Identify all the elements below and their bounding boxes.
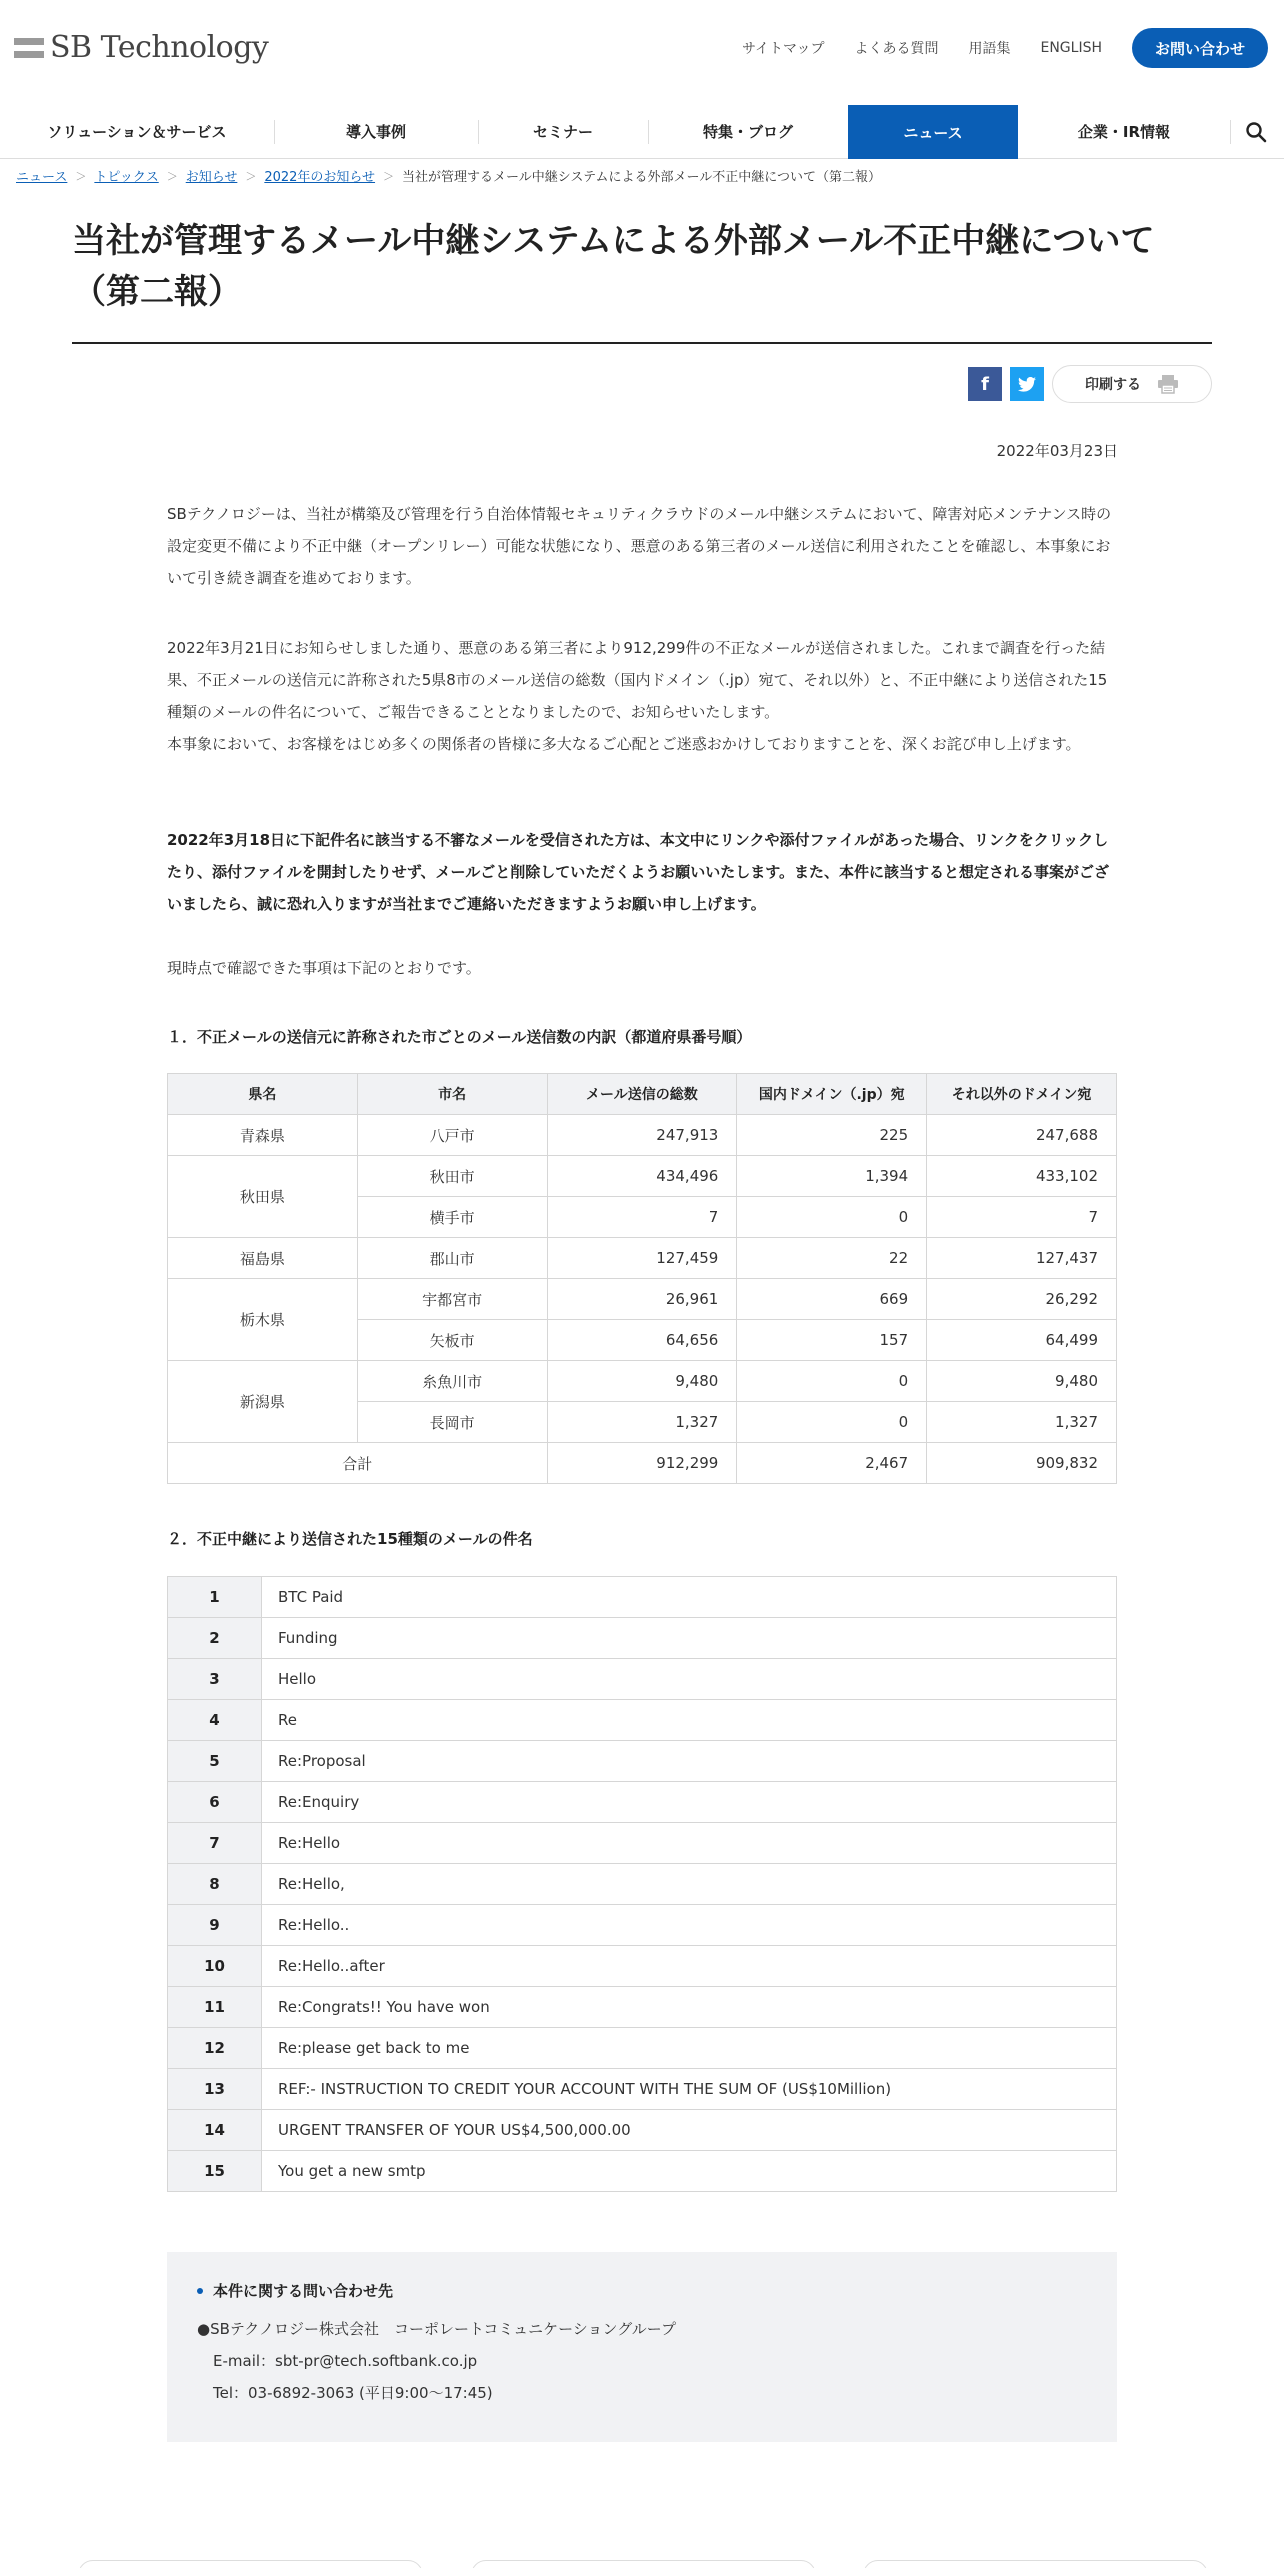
paragraph-report-b: 本事象において、お客様をはじめ多くの関係者の皆様に多大なるご心配とご迷惑おかけしておりますことを、深くお詫び申し上げます。 [167,735,1081,753]
facebook-share-button[interactable] [968,367,1002,401]
print-button[interactable] [1052,365,1212,403]
subject-text: Re:Enquiry [262,1782,1117,1823]
table-row [168,1782,1117,1823]
cell-total: 7 [547,1197,737,1238]
table-row [168,1659,1117,1700]
subject-number: 11 [168,1987,262,2028]
col-city: 市名 [357,1074,547,1115]
cell-jp: 1,394 [737,1156,927,1197]
inquiry-company: ●SBテクノロジー株式会社 コーポレートコミュニケーショングループ [197,2320,677,2338]
cell-city: 横手市 [357,1197,547,1238]
cell-other: 127,437 [927,1238,1117,1279]
subject-number: 3 [168,1659,262,1700]
subject-number: 13 [168,2069,262,2110]
subject-text: Re:Hello..after [262,1946,1117,1987]
cell-total: 247,913 [547,1115,737,1156]
breadcrumb-separator-icon: ＞ [166,169,178,183]
cell-city: 糸魚川市 [357,1361,547,1402]
table-row [168,1741,1117,1782]
col-prefecture: 県名 [168,1074,358,1115]
subject-number: 2 [168,1618,262,1659]
cell-jp: 22 [737,1238,927,1279]
subject-text: Hello [262,1659,1117,1700]
english-link[interactable]: ENGLISH [1040,40,1102,56]
footer-link-button[interactable] [78,2560,423,2568]
cell-city: 長岡市 [357,1402,547,1443]
page-title: 当社が管理するメール中継システムによる外部メール不正中継について（第二報） [72,221,1155,312]
utility-links [712,28,1268,68]
table-row [168,1823,1117,1864]
cell-other: 433,102 [927,1156,1117,1197]
breadcrumb-current: 当社が管理するメール中継システムによる外部メール不正中継について（第二報） [402,170,881,185]
cell-total: 26,961 [547,1279,737,1320]
table-row [168,1618,1117,1659]
subject-text: REF:- INSTRUCTION TO CREDIT YOUR ACCOUNT WITH THE SUM OF (US$10Million) [262,2069,1117,2110]
title-divider [72,342,1212,344]
paragraph-report-a: 2022年3月21日にお知らせしました通り、悪意のある第三者により912,299件の不正なメールが送信されました。これまで調査を行った結果、不正メールの送信元に許称された5県8市のメール送信の総数（国内ドメイン（.jp）宛て、それ以外）と、不正中継により送信された15種類のメールの件名について、ご報告できることとなりましたので、お知らせいたします。 [167,639,1108,721]
breadcrumb-separator-icon: ＞ [75,169,87,183]
subjects-table [167,1576,1117,2192]
col-other-domain: それ以外のドメイン宛 [927,1074,1117,1115]
cell-city: 秋田市 [357,1156,547,1197]
subject-text: Re [262,1700,1117,1741]
breadcrumb-2022-notices[interactable]: 2022年のお知らせ [264,170,376,185]
nav-search-button[interactable] [1230,105,1282,158]
inquiry-box [167,2252,1117,2442]
twitter-icon [1018,377,1036,392]
section2-heading: ２．不正中継により送信された15種類のメールの件名 [167,1530,533,1548]
site-header [0,0,1284,95]
cell-total: 912,299 [547,1443,737,1484]
facebook-icon: f [981,373,989,395]
table-row [168,1577,1117,1618]
subject-number: 15 [168,2151,262,2192]
cell-city: 宇都宮市 [357,1279,547,1320]
cell-other: 909,832 [927,1443,1117,1484]
inquiry-email[interactable]: E-mail：sbt-pr@tech.softbank.co.jp [213,2352,478,2370]
subject-number: 8 [168,1864,262,1905]
col-jp-domain: 国内ドメイン（.jp）宛 [737,1074,927,1115]
cell-prefecture: 福島県 [168,1238,358,1279]
subject-text: URGENT TRANSFER OF YOUR US$4,500,000.00 [262,2110,1117,2151]
print-label: 印刷する [1085,377,1141,393]
cell-prefecture: 栃木県 [168,1279,358,1361]
subject-number: 7 [168,1823,262,1864]
share-bar [968,365,1212,403]
subject-number: 10 [168,1946,262,1987]
cell-total: 127,459 [547,1238,737,1279]
breadcrumb-notices[interactable]: お知らせ [185,170,238,185]
cell-other: 64,499 [927,1320,1117,1361]
faq-link[interactable]: よくある質問 [854,41,939,57]
sitemap-link[interactable]: サイトマップ [742,41,825,57]
footer-link-buttons [78,2560,1208,2568]
inquiry-title [197,2280,1087,2301]
twitter-share-button[interactable] [1010,367,1044,401]
subject-text: Re:Proposal [262,1741,1117,1782]
subject-number: 14 [168,2110,262,2151]
cell-city: 郡山市 [357,1238,547,1279]
cell-jp: 0 [737,1197,927,1238]
cell-jp: 0 [737,1402,927,1443]
bullet-icon [197,2288,203,2294]
cell-jp: 225 [737,1115,927,1156]
table-row [168,1905,1117,1946]
breadcrumb-news[interactable]: ニュース [16,170,68,185]
table-row [168,1987,1117,2028]
search-icon [1245,121,1267,143]
table-row [168,2069,1117,2110]
cell-total-label: 合計 [168,1443,548,1484]
breadcrumb-separator-icon: ＞ [383,169,395,183]
subject-number: 5 [168,1741,262,1782]
subject-text: Re:please get back to me [262,2028,1117,2069]
table-row [168,2110,1117,2151]
nav-item-corporate-ir[interactable]: 企業・IR情報 [1077,123,1171,141]
cell-other: 26,292 [927,1279,1117,1320]
subject-number: 9 [168,1905,262,1946]
cell-total: 64,656 [547,1320,737,1361]
cell-city: 矢板市 [357,1320,547,1361]
paragraph-intro: SBテクノロジーは、当社が構築及び管理を行う自治体情報セキュリティクラウドのメール中継システムにおいて、障害対応メンテナンス時の設定変更不備により不正中継（オープンリレー）可能な状態になり、悪意のある第三者のメール送信に利用されたことを確認し、本事象において引き続き調査を進めております。 [167,505,1112,587]
cell-prefecture: 秋田県 [168,1156,358,1238]
inquiry-title-text: 本件に関する問い合わせ先 [213,2282,394,2300]
cell-other: 9,480 [927,1361,1117,1402]
table-row [168,1279,1117,1320]
breadcrumb-separator-icon: ＞ [245,169,257,183]
subject-text: You get a new smtp [262,2151,1117,2192]
footer-link-button[interactable] [471,2560,816,2568]
table-row [168,1946,1117,1987]
table-header-row [168,1074,1117,1115]
paragraph-warning: 2022年3月18日に下記件名に該当する不審なメールを受信された方は、本文中にリンクや添付ファイルがあった場合、リンクをクリックしたり、添付ファイルを開封したりせず、メールごと削除していただくようお願いいたします。また、本件に該当すると想定される事案がございましたら、誠に恐れ入りますが当社までご連絡いただきますようお願い申し上げます。 [167,831,1110,913]
nav-item-case-studies[interactable]: 導入事例 [274,105,478,158]
table-total-row [168,1443,1117,1484]
cell-other: 7 [927,1197,1117,1238]
table-row [168,2028,1117,2069]
global-nav [0,105,1284,159]
company-logo[interactable] [14,30,268,65]
logo-mark-icon [14,38,44,58]
cell-other: 247,688 [927,1115,1117,1156]
table-row [168,1361,1117,1402]
cell-jp: 669 [737,1279,927,1320]
cell-prefecture: 青森県 [168,1115,358,1156]
table-row [168,1156,1117,1197]
cell-total: 1,327 [547,1402,737,1443]
subject-number: 4 [168,1700,262,1741]
table-row [168,1238,1117,1279]
col-total: メール送信の総数 [547,1074,737,1115]
paragraph-report [167,632,1117,760]
breadcrumb [16,166,881,185]
subject-text: Re:Congrats!! You have won [262,1987,1117,2028]
nav-item-news[interactable]: ニュース [848,105,1018,159]
subject-text: Re:Hello.. [262,1905,1117,1946]
cell-jp: 0 [737,1361,927,1402]
cell-total: 9,480 [547,1361,737,1402]
cell-jp: 157 [737,1320,927,1361]
nav-item-features-blog[interactable]: 特集・ブログ [648,105,848,158]
subject-number: 1 [168,1577,262,1618]
publish-date: 2022年03月23日 [996,442,1118,460]
section1-heading: １．不正メールの送信元に許称された市ごとのメール送信数の内訳（都道府県番号順） [167,1028,752,1046]
subject-text: BTC Paid [262,1577,1117,1618]
cell-city: 八戸市 [357,1115,547,1156]
subject-text: Re:Hello [262,1823,1117,1864]
table-row [168,1864,1117,1905]
table-row [168,1115,1117,1156]
subject-number: 12 [168,2028,262,2069]
cell-other: 1,327 [927,1402,1117,1443]
cell-total: 434,496 [547,1156,737,1197]
inquiry-tel: Tel：03-6892-3063 (平日9:00～17:45) [213,2384,493,2402]
breadcrumb-topics[interactable]: トピックス [94,170,159,185]
paragraph-status: 現時点で確認できた事項は下記のとおりです。 [167,959,481,977]
nav-item-solutions[interactable]: ソリューション＆サービス [47,123,227,141]
printer-icon [1157,374,1179,394]
contact-button[interactable]: お問い合わせ [1132,28,1268,68]
cell-prefecture: 新潟県 [168,1361,358,1443]
cell-jp: 2,467 [737,1443,927,1484]
city-breakdown-table [167,1073,1117,1484]
subject-text: Re:Hello, [262,1864,1117,1905]
nav-item-seminars[interactable]: セミナー [478,105,648,158]
subject-number: 6 [168,1782,262,1823]
footer-link-button[interactable] [863,2560,1208,2568]
glossary-link[interactable]: 用語集 [968,41,1011,57]
table-row [168,2151,1117,2192]
subject-text: Funding [262,1618,1117,1659]
logo-text: SB Technology [50,30,269,65]
table-row [168,1700,1117,1741]
